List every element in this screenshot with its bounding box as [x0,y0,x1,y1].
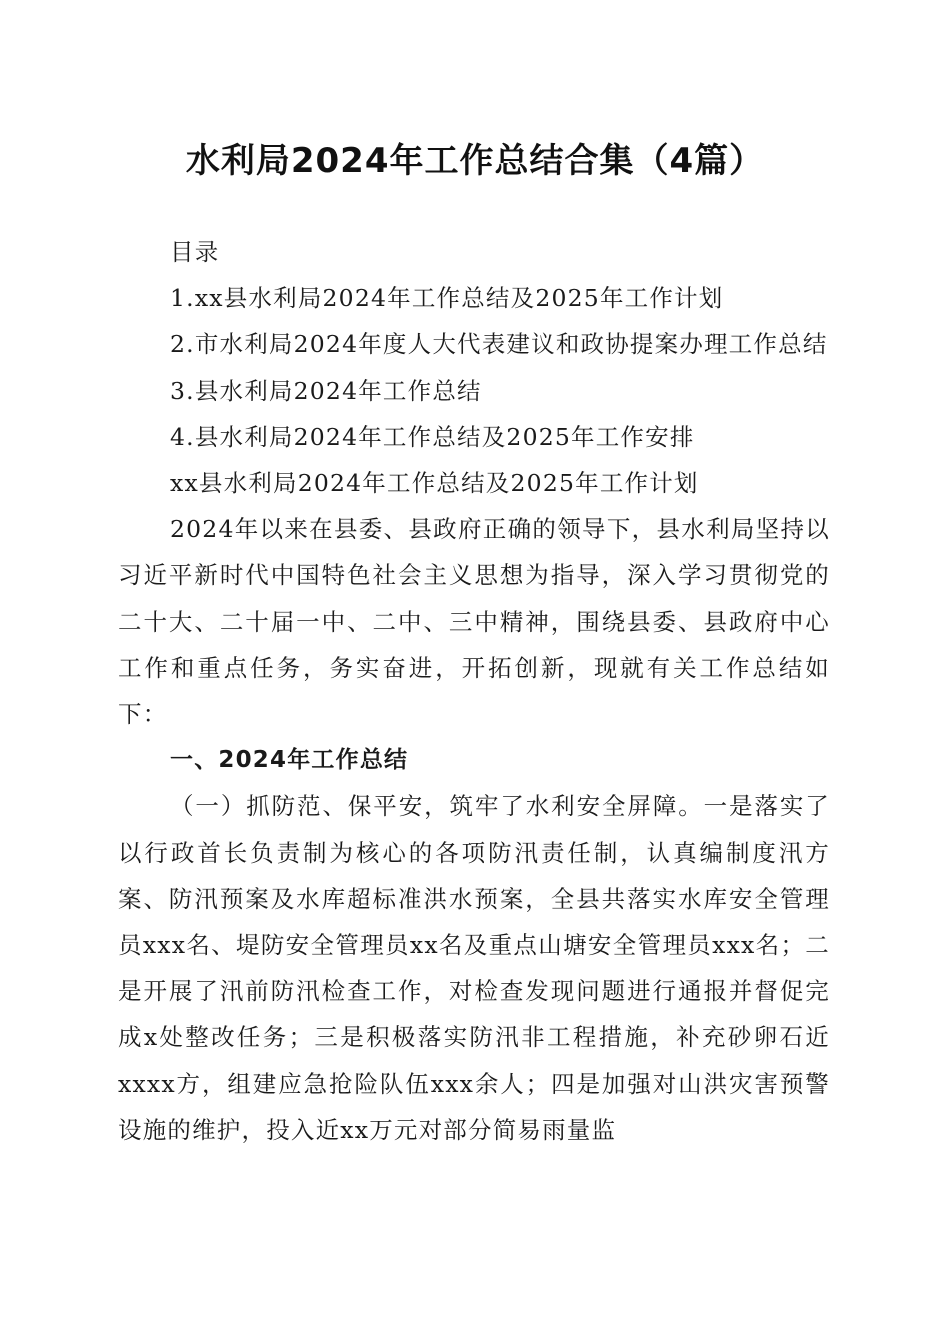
document-body [118,229,830,1153]
toc-item: 2.市水利局2024年度人大代表建议和政协提案办理工作总结 [170,330,828,359]
article-title: xx县水利局2024年工作总结及2025年工作计划 [170,469,699,498]
section-paragraph: （一）抓防范、保平安，筑牢了水利安全屏障。一是落实了以行政首长负责制为核心的各项防汛责任制，认真编制度汛方案、防汛预案及水库超标准洪水预案，全县共落实水库安全管理员xxx名、堤防安全管理员xx名及重点山塘安全管理员xxx名；二是开展了汛前防汛检查工作，对检查发现问题进行通报并督促完成x处整改任务；三是积极落实防汛非工程措施，补充砂卵石近xxxx方，组建应急抢险队伍xxx余人；四是加强对山洪灾害预警设施的维护，投入近xx万元对部分简易雨量监 [118,792,830,1144]
document-title: 水利局2024年工作总结合集（4篇） [185,141,765,181]
toc-item: 3.县水利局2024年工作总结 [170,376,482,405]
section-heading: 一、2024年工作总结 [170,747,409,774]
toc-heading: 目录 [170,238,220,266]
intro-paragraph: 2024年以来在县委、县政府正确的领导下，县水利局坚持以习近平新时代中国特色社会主义思想为指导，深入学习贯彻党的二十大、二十届一中、二中、三中精神，围绕县委、县政府中心工作和重点任务，务实奋进，开拓创新，现就有关工作总结如下： [118,515,830,729]
toc-item: 4.县水利局2024年工作总结及2025年工作安排 [170,422,695,451]
toc-item: 1.xx县水利局2024年工作总结及2025年工作计划 [170,284,724,313]
